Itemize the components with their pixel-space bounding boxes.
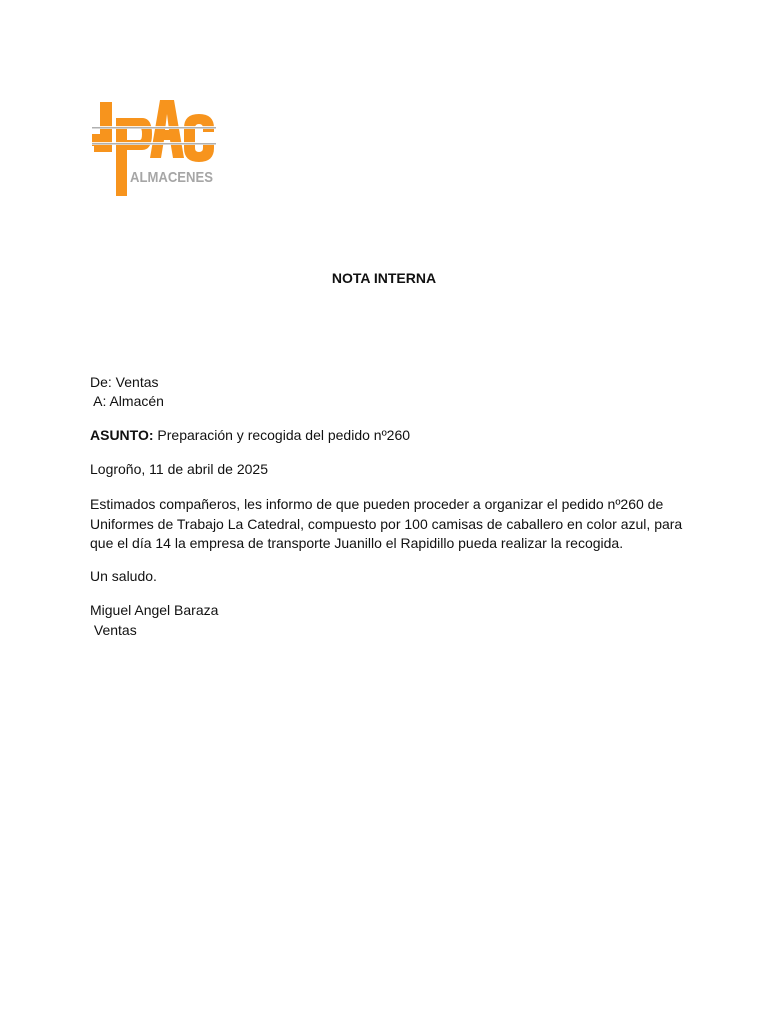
subject-line [90, 427, 410, 444]
signature-department: Ventas [90, 622, 137, 638]
signature-name: Miguel Angel Baraza [90, 602, 219, 618]
jpac-logo-subtext: ALMACENES [130, 169, 213, 186]
subject-text: Preparación y recogida del pedido nº260 [153, 427, 411, 443]
closing-line: Un saludo. [90, 568, 157, 584]
body-paragraph: Estimados compañeros, les informo de que pueden proceder a organizar el pedido nº260 de Uniformes de Trabajo La Catedral, compuesto por 100 camisas de caballero en color azul, para que el día 14 la empresa de transporte Juanillo el Rapidillo pueda realizar la recogida. [90, 496, 683, 551]
from-line: De: Ventas [90, 374, 159, 390]
to-line: A: Almacén [90, 393, 164, 409]
date-line: Logroño, 11 de abril de 2025 [90, 461, 268, 477]
jpac-logo [90, 96, 216, 198]
document-title: NOTA INTERNA [331, 270, 437, 286]
subject-label: ASUNTO: [90, 427, 154, 443]
